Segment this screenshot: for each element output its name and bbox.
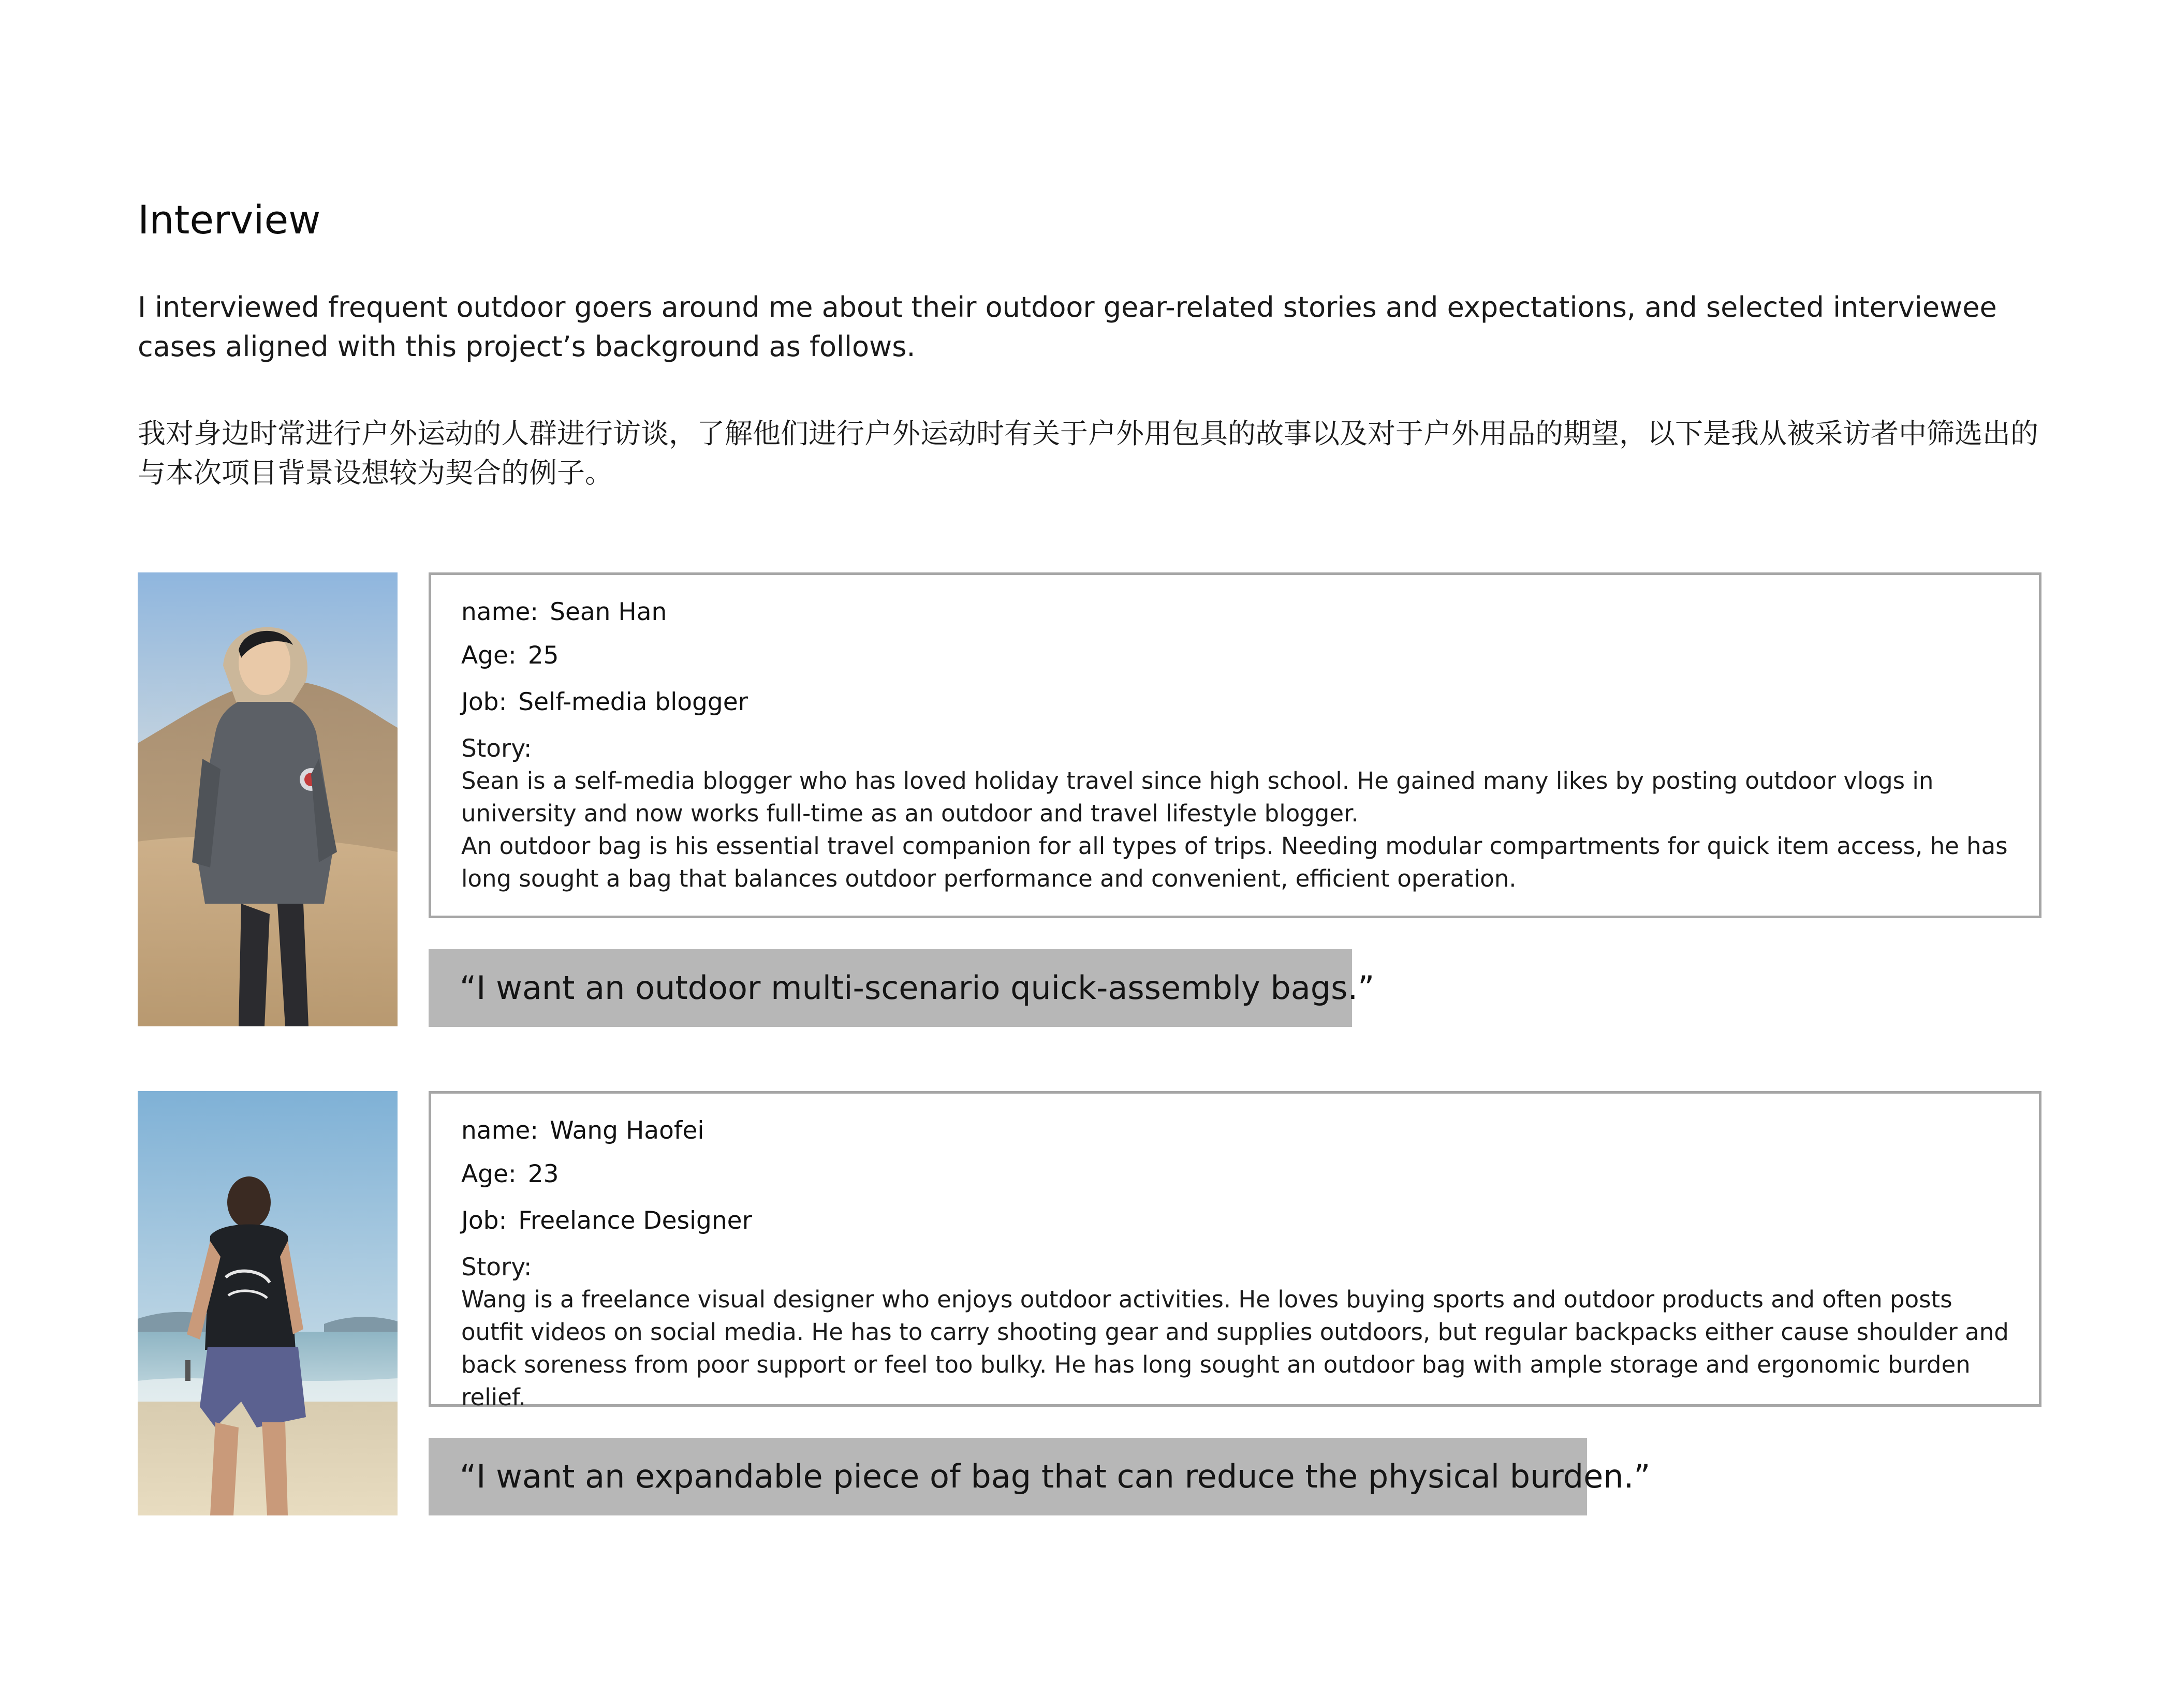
age-field bbox=[461, 640, 559, 671]
name-value: Sean Han bbox=[550, 598, 667, 626]
interviewee-photo-wang bbox=[138, 1091, 398, 1515]
job-value: Self-media blogger bbox=[518, 688, 748, 716]
intro-english: I interviewed frequent outdoor goers around me about their outdoor gear-related stories and expectations, and selected interviewee cases aligned with this project’s background as follows. bbox=[138, 291, 1997, 363]
story-paragraph: An outdoor bag is his essential travel companion for all types of trips. Needing modular compartments for quick item access, he has long sought a bag that balances outdoor performance and convenient, efficient operation. bbox=[461, 832, 2008, 892]
name-field bbox=[461, 1115, 704, 1146]
story-text bbox=[461, 1283, 2009, 1413]
story-label: Story: bbox=[461, 734, 532, 763]
job-label: Job: bbox=[461, 688, 507, 716]
name-field bbox=[461, 597, 667, 628]
story-paragraph: Sean is a self-media blogger who has loved holiday travel since high school. He gained many likes by posting outdoor vlogs in university and now works full-time as an outdoor and travel lifestyle blogger. bbox=[461, 767, 1934, 827]
photo-man-in-parka-hillside bbox=[138, 572, 398, 1026]
job-value: Freelance Designer bbox=[518, 1206, 752, 1235]
story-text bbox=[461, 764, 2009, 895]
age-field bbox=[461, 1159, 559, 1190]
interviewee-card-sean bbox=[429, 572, 2041, 918]
name-label: name: bbox=[461, 1116, 539, 1145]
story-label: Story: bbox=[461, 1253, 532, 1282]
story-paragraph: Wang is a freelance visual designer who enjoys outdoor activities. He loves buying sports and outdoor products and often posts outfit videos on social media. He has to carry shooting gear and supplies outdoors, but regular backpacks either cause shoulder and back soreness from poor support or feel too bulky. He has long sought an outdoor bag with ample storage and ergonomic burden relief. bbox=[461, 1286, 2009, 1411]
quote-banner-wang: “I want an expandable piece of bag that can reduce the physical burden.” bbox=[429, 1438, 1587, 1515]
age-label: Age: bbox=[461, 641, 517, 670]
interviewee-card-wang bbox=[429, 1091, 2041, 1411]
interviewee-photo-sean bbox=[138, 572, 398, 1026]
job-field bbox=[461, 1205, 752, 1236]
job-field bbox=[461, 687, 748, 718]
page-title: Interview bbox=[138, 197, 321, 243]
age-value: 23 bbox=[527, 1160, 559, 1188]
job-label: Job: bbox=[461, 1206, 507, 1235]
age-label: Age: bbox=[461, 1160, 517, 1188]
name-label: name: bbox=[461, 598, 539, 626]
age-value: 25 bbox=[527, 641, 559, 670]
intro-chinese: 我对身边时常进行户外运动的人群进行访谈，了解他们进行户外运动时有关于户外用包具的故事以及对于户外用品的期望，以下是我从被采访者中筛选出的与本次项目背景设想较为契合的例子。 bbox=[138, 417, 2038, 489]
name-value: Wang Haofei bbox=[550, 1116, 704, 1145]
quote-banner-sean: “I want an outdoor multi-scenario quick-assembly bags.” bbox=[429, 949, 1352, 1027]
photo-man-on-beach bbox=[138, 1091, 398, 1515]
